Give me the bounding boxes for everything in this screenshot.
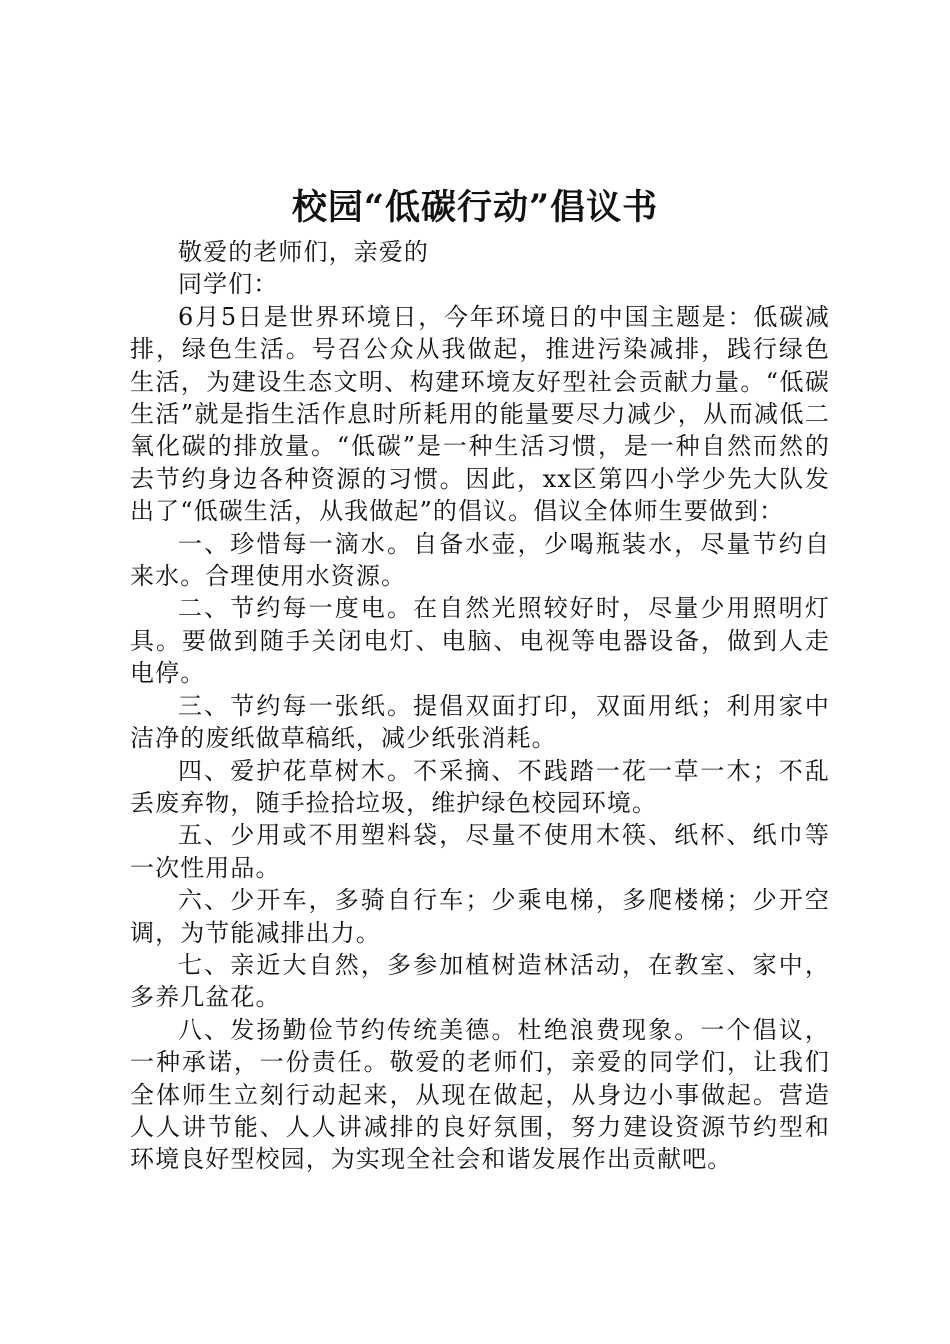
proposal-item-8: 八、发扬勤俭节约传统美德。杜绝浪费现象。一个倡议，一种承诺，一份责任。敬爱的老师们，亲爱的同学们，让我们全体师生立刻行动起来，从现在做起，从身边小事做起。营造人人讲节能、人人讲减排的良好氛围，努力建设资源节约型和环境良好型校园，为实现全社会和谐发展作出贡献吧。 — [130, 1015, 830, 1174]
intro-paragraph: 6月5日是世界环境日，今年环境日的中国主题是：低碳减排，绿色生活。号召公众从我做起，推进污染减排，践行绿色生活，为建设生态文明、构建环境友好型社会贡献力量。“低碳生活”就是指生活作息时所耗用的能量要尽力减少，从而减低二氧化碳的排放量。“低碳”是一种生活习惯，是一种自然而然的去节约身边各种资源的习惯。因此，xx区第四小学少先大队发出了“低碳生活，从我做起”的倡议。倡议全体师生要做到： — [130, 302, 830, 526]
document-body — [130, 236, 830, 1176]
proposal-item-3: 三、节约每一张纸。提倡双面打印，双面用纸；利用家中洁净的废纸做草稿纸，减少纸张消耗。 — [130, 691, 830, 753]
proposal-item-5: 五、少用或不用塑料袋，尽量不使用木筷、纸杯、纸巾等一次性用品。 — [130, 821, 830, 882]
proposal-item-4: 四、爱护花草树木。不采摘、不践踏一花一草一木；不乱丢废弃物，随手捡拾垃圾，维护绿色校园环境。 — [130, 756, 830, 817]
document-title: 校园“低碳行动”倡议书 — [291, 187, 659, 228]
greeting-line-2: 同学们： — [178, 270, 279, 299]
proposal-item-6: 六、少开车，多骑自行车；少乘电梯，多爬楼梯；少开空调，为节能减排出力。 — [130, 886, 830, 947]
proposal-item-2: 二、节约每一度电。在自然光照较好时，尽量少用照明灯具。要做到随手关闭电灯、电脑、电视等电器设备，做到人走电停。 — [130, 594, 830, 688]
proposal-item-1: 一、珍惜每一滴水。自备水壶，少喝瓶装水，尽量节约自来水。合理使用水资源。 — [130, 529, 830, 591]
greeting-line-1: 敬爱的老师们，亲爱的 — [178, 238, 429, 266]
proposal-item-7: 七、亲近大自然，多参加植树造林活动，在教室、家中，多养几盆花。 — [130, 950, 830, 1012]
